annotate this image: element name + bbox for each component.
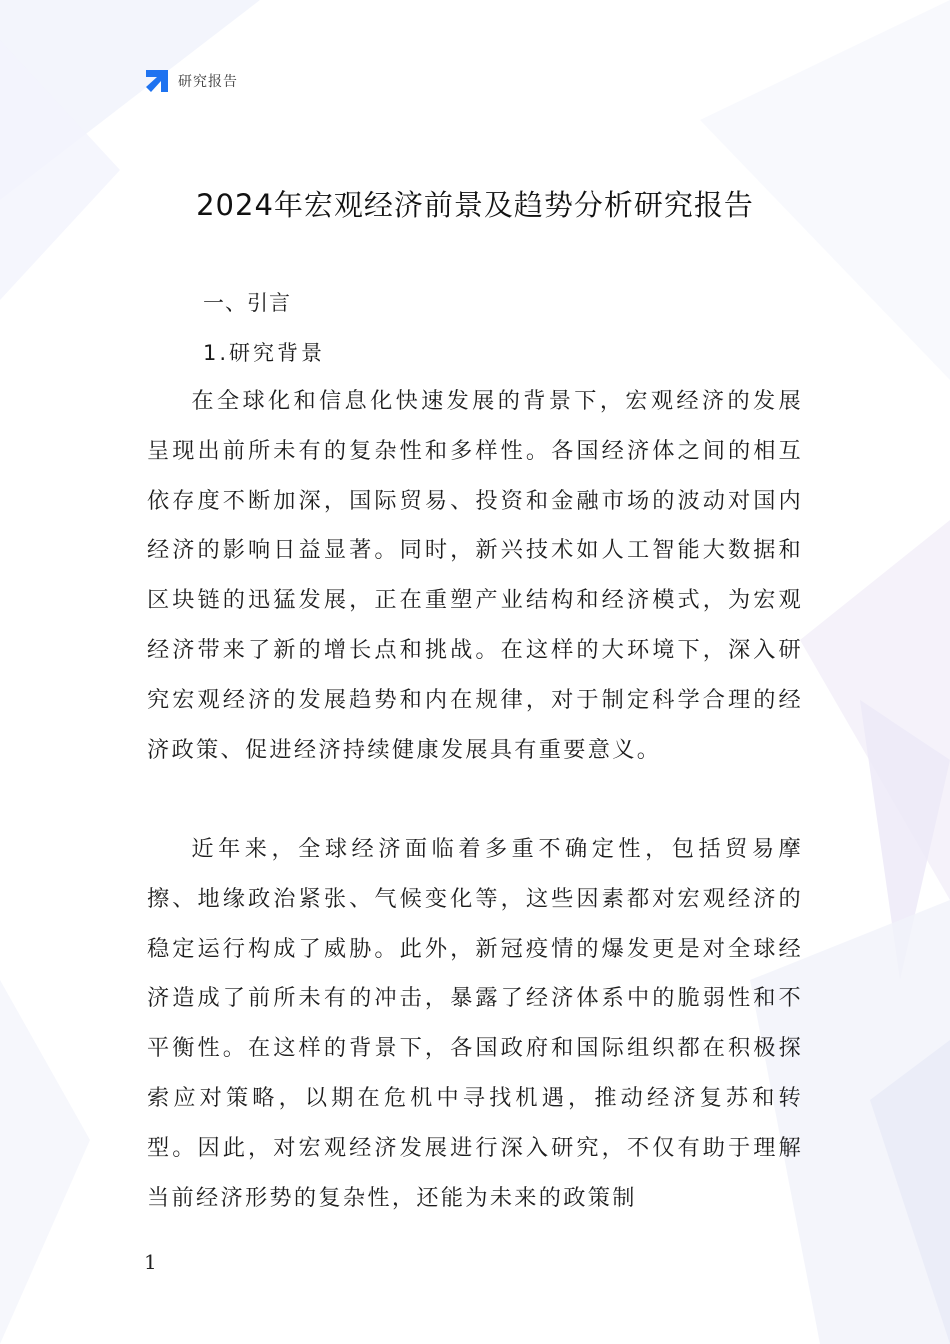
document-title: 2024年宏观经济前景及趋势分析研究报告 [196, 188, 754, 222]
document-header [144, 68, 238, 94]
subsection-heading: 1.研究背景 [203, 341, 326, 365]
arrow-up-right-icon [144, 68, 170, 94]
header-label: 研究报告 [178, 74, 238, 90]
section-heading: 一、引言 [203, 291, 291, 315]
body-paragraph: 近年来，全球经济面临着多重不确定性，包括贸易摩擦、地缘政治紧张、气候变化等，这些因素都对宏观经济的稳定运行构成了威胁。此外，新冠疫情的爆发更是对全球经济造成了前所未有的冲击，暴露了经济体系中的脆弱性和不平衡性。在这样的背景下，各国政府和国际组织都在积极探索应对策略，以期在危机中寻找机遇，推动经济复苏和转型。因此，对宏观经济发展进行深入研究，不仅有助于理解当前经济形势的复杂性，还能为未来的政策制 [147, 836, 803, 1211]
body-paragraph: 在全球化和信息化快速发展的背景下，宏观经济的发展呈现出前所未有的复杂性和多样性。各国经济体之间的相互依存度不断加深，国际贸易、投资和金融市场的波动对国内经济的影响日益显著。同时，新兴技术如人工智能大数据和区块链的迅猛发展，正在重塑产业结构和经济模式，为宏观经济带来了新的增长点和挑战。在这样的大环境下，深入研究宏观经济的发展趋势和内在规律，对于制定科学合理的经济政策、促进经济持续健康发展具有重要意义。 [147, 388, 803, 763]
page-number: 1 [144, 1250, 157, 1274]
